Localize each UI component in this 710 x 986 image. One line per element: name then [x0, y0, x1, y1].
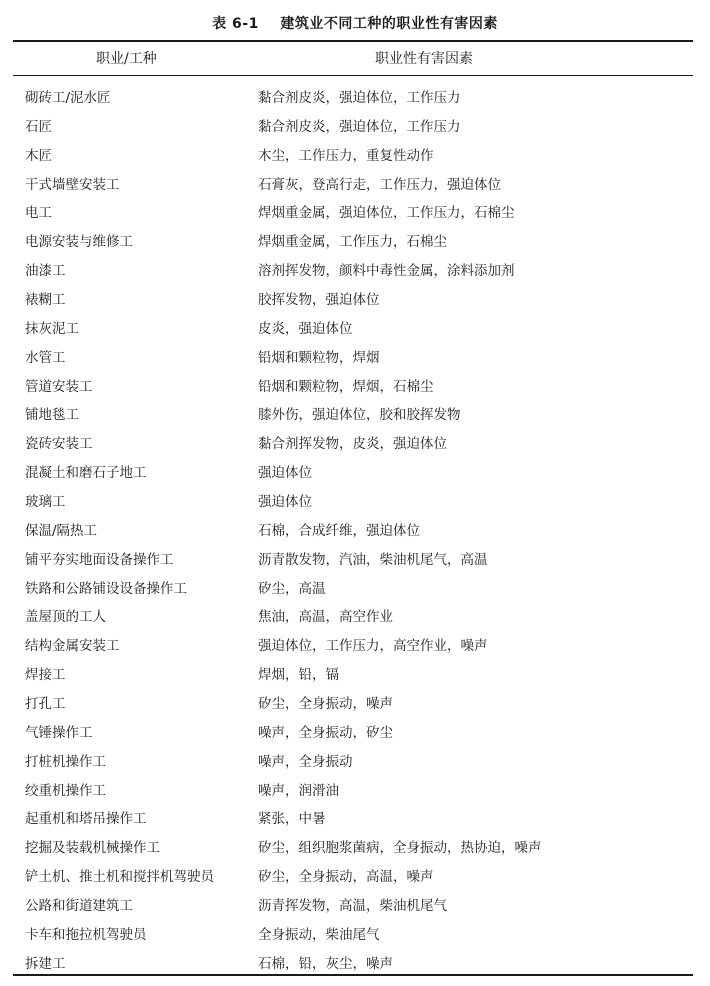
table-row — [0, 428, 710, 457]
header-occupation: 职业/工种 — [96, 51, 157, 67]
occupation-cell: 水管工 — [25, 349, 66, 366]
occupation-cell: 瓷砖安装工 — [25, 436, 93, 453]
table-row — [0, 775, 710, 804]
table-row — [0, 342, 710, 371]
table-row — [0, 197, 710, 226]
hazards-cell: 溶剂挥发物，颜料中毒性金属，涂料添加剂 — [258, 263, 515, 280]
table-row — [0, 169, 710, 198]
occupation-cell: 玻璃工 — [25, 494, 66, 511]
occupation-cell: 起重机和塔吊操作工 — [25, 811, 147, 828]
table-row — [0, 140, 710, 169]
hazards-cell: 矽尘，全身振动，高温，噪声 — [258, 869, 434, 886]
table-row — [0, 226, 710, 255]
hazards-cell: 黏合剂皮炎，强迫体位，工作压力 — [258, 118, 461, 135]
occupation-cell: 干式墙壁安装工 — [25, 176, 120, 193]
hazards-cell: 沥青散发物，汽油，柴油机尾气，高温 — [258, 551, 488, 568]
occupation-cell: 公路和街道建筑工 — [25, 898, 133, 915]
table-row — [0, 717, 710, 746]
hazards-cell: 沥青挥发物，高温，柴油机尾气 — [258, 898, 447, 915]
table-row — [0, 399, 710, 428]
occupation-cell: 裱糊工 — [25, 292, 66, 309]
table-row — [0, 515, 710, 544]
table-bottom-rule — [13, 974, 693, 976]
hazards-cell: 石膏灰，登高行走，工作压力，强迫体位 — [258, 176, 501, 193]
hazards-cell: 黏合剂挥发物，皮炎，强迫体位 — [258, 436, 447, 453]
hazards-cell: 石棉，铅，灰尘，噪声 — [258, 955, 393, 972]
hazards-cell: 噪声，全身振动 — [258, 753, 353, 770]
occupation-cell: 混凝土和磨石子地工 — [25, 465, 147, 482]
hazards-cell: 矽尘，全身振动，噪声 — [258, 696, 393, 713]
table-row — [0, 948, 710, 977]
table-row — [0, 486, 710, 515]
occupation-cell: 卡车和拖拉机驾驶员 — [25, 926, 147, 943]
table-row — [0, 82, 710, 111]
table-row — [0, 573, 710, 602]
occupation-cell: 电源安装与维修工 — [25, 234, 133, 251]
occupation-cell: 电工 — [25, 205, 52, 222]
table-row — [0, 457, 710, 486]
table-row — [0, 544, 710, 573]
hazards-cell: 石棉，合成纤维，强迫体位 — [258, 522, 420, 539]
table-row — [0, 255, 710, 284]
occupation-cell: 铁路和公路铺设设备操作工 — [25, 580, 187, 597]
occupation-cell: 抹灰泥工 — [25, 320, 79, 337]
occupation-cell: 木匠 — [25, 147, 52, 164]
hazards-cell: 黏合剂皮炎，强迫体位，工作压力 — [258, 90, 461, 106]
hazards-cell: 胶挥发物，强迫体位 — [258, 292, 380, 309]
hazards-cell: 噪声，全身振动，矽尘 — [258, 724, 393, 741]
table-row — [0, 659, 710, 688]
occupation-cell: 盖屋顶的工人 — [25, 609, 106, 626]
table-row — [0, 832, 710, 861]
hazards-cell: 皮炎，强迫体位 — [258, 320, 353, 337]
table-header-rule — [13, 75, 693, 76]
hazards-cell: 铅烟和颗粒物，焊烟 — [258, 349, 380, 366]
hazards-cell: 噪声，润滑油 — [258, 782, 339, 799]
hazards-cell: 强迫体位 — [258, 465, 312, 482]
hazards-cell: 紧张，中暑 — [258, 811, 326, 828]
occupation-cell: 石匠 — [25, 118, 52, 135]
occupation-cell: 打桩机操作工 — [25, 753, 106, 770]
hazards-cell: 矽尘，组织胞浆菌病，全身振动，热协迫，噪声 — [258, 840, 542, 857]
occupation-cell: 铺平夯实地面设备操作工 — [25, 551, 174, 568]
hazards-cell: 焊烟，铅，镉 — [258, 667, 339, 684]
table-row — [0, 630, 710, 659]
hazards-cell: 强迫体位，工作压力，高空作业，噪声 — [258, 638, 488, 655]
occupation-cell: 拆建工 — [25, 955, 66, 972]
table-row — [0, 284, 710, 313]
table-row — [0, 919, 710, 948]
occupation-cell: 铺地毯工 — [25, 407, 79, 424]
hazards-cell: 矽尘，高温 — [258, 580, 326, 597]
occupation-cell: 管道安装工 — [25, 378, 93, 395]
occupation-cell: 结构金属安装工 — [25, 638, 120, 655]
table-caption: 表 6-1 建筑业不同工种的职业性有害因素 — [212, 16, 498, 32]
header-hazards: 职业性有害因素 — [375, 51, 473, 67]
table-row — [0, 601, 710, 630]
table-row — [0, 803, 710, 832]
table-body — [0, 82, 710, 977]
table-row — [0, 371, 710, 400]
table-row — [0, 688, 710, 717]
table-row — [0, 861, 710, 890]
hazards-cell: 焊烟重金属，工作压力，石棉尘 — [258, 234, 447, 251]
occupation-cell: 绞重机操作工 — [25, 782, 106, 799]
occupation-cell: 焊接工 — [25, 667, 66, 684]
table-row — [0, 313, 710, 342]
hazards-cell: 强迫体位 — [258, 494, 312, 511]
hazards-cell: 膝外伤，强迫体位，胶和胶挥发物 — [258, 407, 461, 424]
hazards-cell: 木尘，工作压力，重复性动作 — [258, 147, 434, 164]
hazards-cell: 焦油，高温，高空作业 — [258, 609, 393, 626]
occupation-cell: 保温/隔热工 — [25, 522, 98, 539]
table-row — [0, 890, 710, 919]
occupation-cell: 打孔工 — [25, 696, 66, 713]
occupation-cell: 油漆工 — [25, 263, 66, 280]
table-row — [0, 111, 710, 140]
occupation-cell: 挖掘及装载机械操作工 — [25, 840, 160, 857]
occupation-cell: 铲土机、推土机和搅拌机驾驶员 — [25, 869, 214, 886]
table-row — [0, 746, 710, 775]
hazards-cell: 全身振动，柴油尾气 — [258, 926, 380, 943]
hazards-cell: 铅烟和颗粒物，焊烟，石棉尘 — [258, 378, 434, 395]
hazards-cell: 焊烟重金属，强迫体位，工作压力，石棉尘 — [258, 205, 515, 222]
occupation-cell: 砌砖工/泥水匠 — [25, 90, 111, 106]
occupation-cell: 气锤操作工 — [25, 724, 93, 741]
table-top-rule — [13, 40, 693, 42]
